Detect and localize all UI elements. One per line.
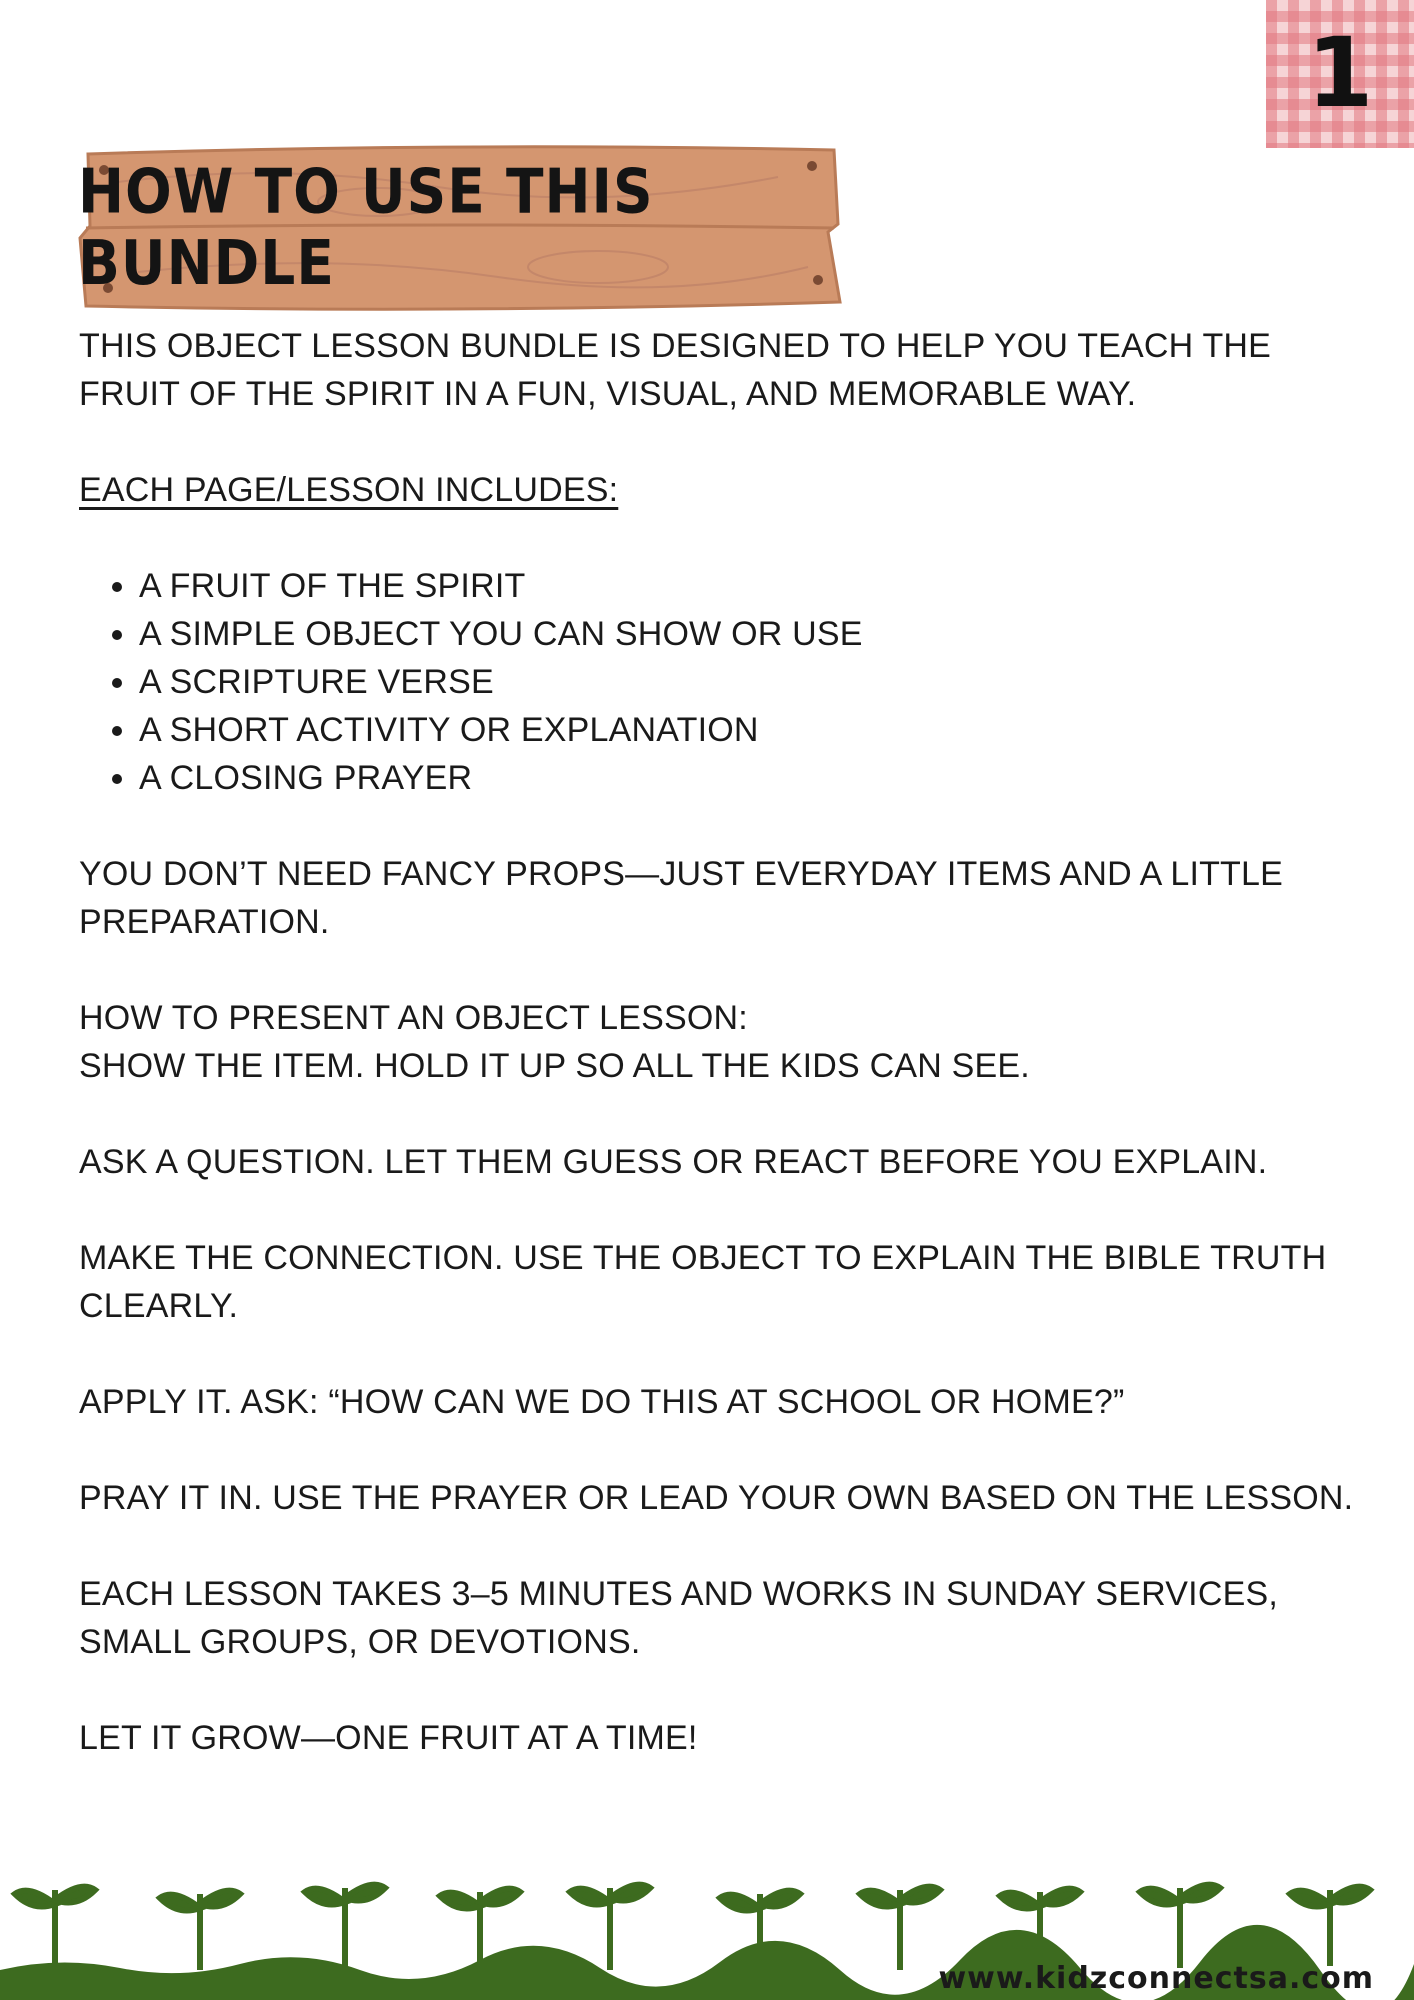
footer-url: www.kidzconnectsa.com xyxy=(938,1961,1374,1996)
step-ask: ASK A QUESTION. LET THEM GUESS OR REACT BEFORE YOU EXPLAIN. xyxy=(79,1143,1268,1181)
list-item: • A SIMPLE OBJECT YOU CAN SHOW OR USE xyxy=(139,610,1369,658)
props-note: YOU DON’T NEED FANCY PROPS—JUST EVERYDAY ITEMS AND A LITTLE PREPARATION. xyxy=(79,855,1284,941)
footer xyxy=(0,1860,1414,2000)
closing-line: LET IT GROW—ONE FRUIT AT A TIME! xyxy=(79,1719,698,1757)
includes-heading: EACH PAGE/LESSON INCLUDES: xyxy=(79,471,619,509)
list-item: • A SHORT ACTIVITY OR EXPLANATION xyxy=(139,706,1369,754)
timing-note: EACH LESSON TAKES 3–5 MINUTES AND WORKS IN SUNDAY SERVICES, SMALL GROUPS, OR DEVOTIONS. xyxy=(79,1575,1278,1661)
main-content xyxy=(79,322,1369,1810)
page-number: 1 xyxy=(1306,17,1374,129)
includes-list xyxy=(79,562,1369,802)
list-item: • A SCRIPTURE VERSE xyxy=(139,658,1369,706)
step-show: SHOW THE ITEM. HOLD IT UP SO ALL THE KIDS CAN SEE. xyxy=(79,1047,1030,1085)
intro-paragraph: THIS OBJECT LESSON BUNDLE IS DESIGNED TO HELP YOU TEACH THE FRUIT OF THE SPIRIT IN A FUN, VISUAL, AND MEMORABLE WAY. xyxy=(79,327,1272,413)
page-number-badge xyxy=(1266,0,1414,148)
list-item: • A CLOSING PRAYER xyxy=(139,754,1369,802)
step-connect: MAKE THE CONNECTION. USE THE OBJECT TO EXPLAIN THE BIBLE TRUTH CLEARLY. xyxy=(79,1239,1327,1325)
step-pray: PRAY IT IN. USE THE PRAYER OR LEAD YOUR OWN BASED ON THE LESSON. xyxy=(79,1479,1354,1517)
title-sign xyxy=(78,142,844,312)
list-item: • A FRUIT OF THE SPIRIT xyxy=(139,562,1369,610)
step-apply: APPLY IT. ASK: “HOW CAN WE DO THIS AT SCHOOL OR HOME?” xyxy=(79,1383,1125,1421)
page-title: HOW TO USE THIS BUNDLE xyxy=(78,155,654,299)
how-heading: HOW TO PRESENT AN OBJECT LESSON: xyxy=(79,999,748,1037)
